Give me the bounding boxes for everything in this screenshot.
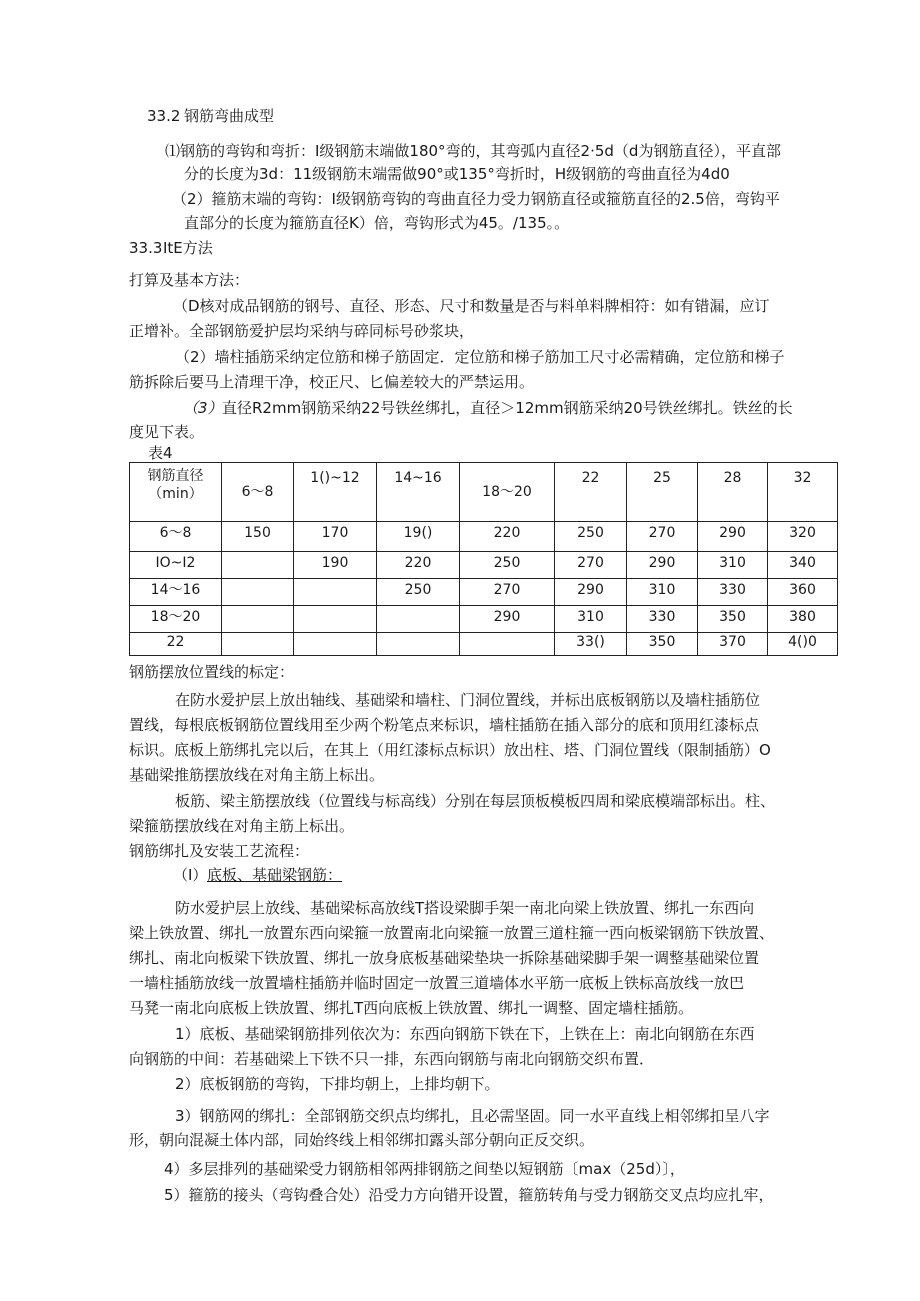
paragraph-line: （2）墙柱插筋采纳定位筋和梯子筋固定．定位筋和梯子筋加工尺寸必需精确，定位筋和梯子 xyxy=(175,348,785,366)
paragraph-line: 置线，每根底板钢筋位置线用至少两个粉笔点来标识，墙柱插筋在插入部分的底和顶用红漆标点 xyxy=(129,716,760,734)
table-cell xyxy=(294,633,377,656)
table-cell: 250 xyxy=(377,579,460,606)
subheading: 钢筋绑扎及安装工艺流程： xyxy=(129,842,310,860)
table-cell: 270 xyxy=(460,579,555,606)
table-cell: 290 xyxy=(698,522,768,552)
paragraph-line: 一墙柱插筋放线一放置墙柱插筋并临时固定一放置三道墙体水平筋一底板上铁标高放线一放巴 xyxy=(129,974,745,992)
table-header-row xyxy=(130,463,838,522)
paragraph-line: ⑴钢筋的弯钩和弯折：Ⅰ级钢筋末端做180°弯的，其弯弧内直径2·5d（d为钢筋直径），平直部 xyxy=(165,142,781,160)
wire-length-table xyxy=(129,462,838,656)
section-number: 33.2 xyxy=(147,107,181,125)
table-cell: 250 xyxy=(460,552,555,579)
row-label: IO~I2 xyxy=(130,552,222,579)
table-header-cell: 32 xyxy=(768,463,838,522)
table-row xyxy=(130,633,838,656)
paragraph-line: 度见下表。 xyxy=(129,423,205,441)
table-cell: 310 xyxy=(555,606,627,633)
row-label: 14～16 xyxy=(130,579,222,606)
paragraph-line: （2）箍筋末端的弯钩：Ⅰ级钢筋弯钩的弯曲直径力受力钢筋直径或箍筋直径的2.5倍，弯钩平 xyxy=(172,190,780,208)
table-header-cell: 28 xyxy=(698,463,768,522)
table-caption: 表4 xyxy=(148,444,173,462)
list-item: 3）钢筋网的绑扎：全部钢筋交织点均绑扎，且必需坚固。同一水平直线上相邻绑扣呈八字 xyxy=(175,1107,770,1125)
list-item: 5）箍筋的接头（弯钩叠合处）沿受力方向错开设置，箍筋转角与受力钢筋交叉点均应扎牢， xyxy=(164,1186,774,1204)
paragraph-line: 梁上铁放置、绑扎一放置东西向梁箍一放置南北向梁箍一放置三道柱箍一西向板梁钢筋下铁放置、 xyxy=(129,924,775,942)
list-item: 1）底板、基础梁钢筋排列依次为：东西向钢筋下铁在下，上铁在上：南北向钢筋在东西 xyxy=(175,1025,755,1043)
table-row xyxy=(130,552,838,579)
paragraph-line: 分的长度为3d：11级钢筋末端需做90°或135°弯折时，H级钢筋的弯曲直径为4d0 xyxy=(184,165,730,183)
subheading: 底板、基础梁钢筋： xyxy=(207,866,343,884)
paragraph-line: 基础梁推筋摆放线在对角主筋上标出。 xyxy=(129,766,385,784)
table-row xyxy=(130,579,838,606)
table-cell: 170 xyxy=(294,522,377,552)
paragraph-line: 在防水爱护层上放出轴线、基础梁和墙柱、门洞位置线，并标出底板钢筋以及墙柱插筋位 xyxy=(175,691,761,709)
table-cell: 220 xyxy=(460,522,555,552)
table-cell: 370 xyxy=(698,633,768,656)
table-cell: 4()0 xyxy=(768,633,838,656)
table-header-cell: 6～8 xyxy=(222,463,294,522)
table-header-cell: 钢筋直径 （min） xyxy=(130,463,222,522)
table-header-cell: 14~16 xyxy=(377,463,460,522)
table-header-cell: 18～20 xyxy=(460,463,555,522)
row-label: 18～20 xyxy=(130,606,222,633)
paragraph-line: 直径R2mm钢筋采纳22号铁丝绑扎，直径＞12mm钢筋采纳20号铁丝绑扎。铁丝的长 xyxy=(222,399,793,417)
table-cell: 290 xyxy=(460,606,555,633)
table-cell: 220 xyxy=(377,552,460,579)
table-cell: 310 xyxy=(627,579,698,606)
paragraph-line: 标识。底板上筋绑扎完以后，在其上（用红漆标点标识）放出柱、塔、门洞位置线（限制插筋）O xyxy=(129,741,771,759)
table-cell xyxy=(222,552,294,579)
table-header-cell: 1()~12 xyxy=(294,463,377,522)
section-heading: 钢筋弯曲成型 xyxy=(184,107,275,125)
table-cell: 340 xyxy=(768,552,838,579)
paragraph-line: 梁箍筋摆放线在对角主筋上标出。 xyxy=(129,817,355,835)
table-cell xyxy=(377,606,460,633)
paragraph-line: 防水爱护层上放线、基础梁标高放线T搭设梁脚手架一南北向梁上铁放置、绑扎一东西向 xyxy=(175,899,755,917)
table-cell: 350 xyxy=(698,606,768,633)
list-number: （Ⅰ） xyxy=(173,866,208,884)
list-number: （3） xyxy=(183,399,223,417)
table-cell: 270 xyxy=(627,522,698,552)
table-cell: 150 xyxy=(222,522,294,552)
table-cell xyxy=(222,633,294,656)
table-cell: 360 xyxy=(768,579,838,606)
paragraph-line: 马凳一南北向底板上铁放置、绑扎T西向底板上铁放置、绑扎一调整、固定墙柱插筋。 xyxy=(129,999,694,1017)
table-cell: 290 xyxy=(555,579,627,606)
paragraph-line: 筋拆除后要马上清理干净，校正尺、匕偏差较大的严禁运用。 xyxy=(129,373,535,391)
table-row xyxy=(130,522,838,552)
table-cell: 270 xyxy=(555,552,627,579)
table-cell xyxy=(377,633,460,656)
table-header-cell: 25 xyxy=(627,463,698,522)
table-cell: 320 xyxy=(768,522,838,552)
paragraph-line: 绑扎、南北向板梁下铁放置、绑扎一放身底板基础梁垫块一拆除基础梁脚手架一调整基础梁位置 xyxy=(129,949,760,967)
paragraph-line: 板筋、梁主筋摆放线（位置线与标高线）分别在每层顶板模板四周和梁底模端部标出。柱、 xyxy=(175,792,776,810)
subheading: 打算及基本方法： xyxy=(129,271,250,289)
table-cell xyxy=(294,606,377,633)
paragraph-line: 向钢筋的中间：若基础梁上下铁不只一排，东西向钢筋与南北向钢筋交织布置． xyxy=(129,1050,655,1068)
table-cell: 330 xyxy=(698,579,768,606)
paragraph-line: （D核对成品钢筋的钢号、直径、形态、尺寸和数量是否与料单料牌相符：如有错漏，应订 xyxy=(173,297,770,315)
table-cell: 310 xyxy=(698,552,768,579)
table-cell: 330 xyxy=(627,606,698,633)
list-item: 4）多层排列的基础梁受力钢筋相邻两排钢筋之间垫以短钢筋〔max（25d）〕， xyxy=(164,1160,685,1178)
table-cell xyxy=(222,579,294,606)
table-cell xyxy=(294,579,377,606)
paragraph-line: 正增补。全部钢筋爱护层均采纳与碎同标号砂浆块， xyxy=(129,322,475,340)
row-label: 22 xyxy=(130,633,222,656)
paragraph-line: 直部分的长度为箍筋直径K）倍，弯钩形式为45。/135。。 xyxy=(184,214,570,232)
list-item: 2）底板钢筋的弯钩，下排均朝上，上排均朝下。 xyxy=(175,1075,500,1093)
table-cell: 19() xyxy=(377,522,460,552)
paragraph-line: 形，朝向混凝土体内部，同始终线上相邻绑扣露头部分朝向正反交织。 xyxy=(129,1131,595,1149)
table-cell: 33() xyxy=(555,633,627,656)
table-cell: 380 xyxy=(768,606,838,633)
table-cell xyxy=(460,633,555,656)
section-number: 33.3 xyxy=(129,239,163,257)
subheading: 钢筋摆放位置线的标定： xyxy=(129,663,295,681)
section-heading: ItE方法 xyxy=(163,239,213,257)
table-row xyxy=(130,606,838,633)
table-cell: 350 xyxy=(627,633,698,656)
table-cell xyxy=(222,606,294,633)
table-cell: 290 xyxy=(627,552,698,579)
table-cell: 190 xyxy=(294,552,377,579)
table-header-cell: 22 xyxy=(555,463,627,522)
table-cell: 250 xyxy=(555,522,627,552)
row-label: 6～8 xyxy=(130,522,222,552)
